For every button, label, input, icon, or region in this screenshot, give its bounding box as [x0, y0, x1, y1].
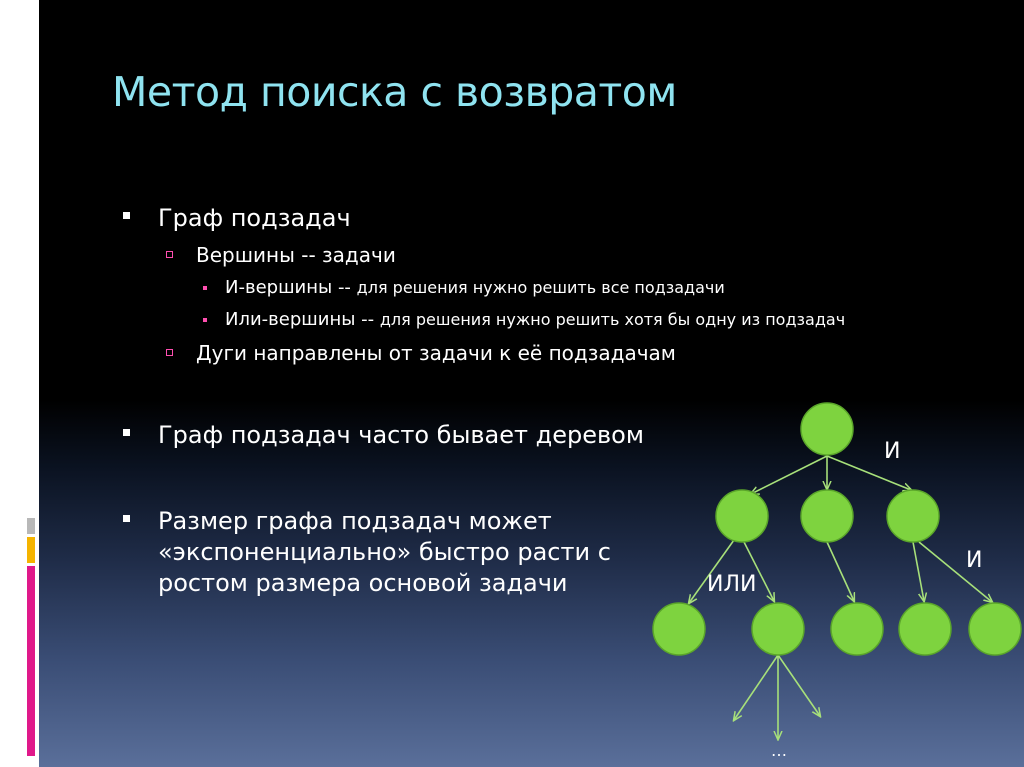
bullet-text-line: «экспоненциально» быстро расти с	[158, 538, 611, 566]
or-label: ИЛИ	[707, 572, 757, 597]
tree-node-root	[801, 403, 853, 455]
bullet-text: Дуги направлены от задачи к её подзадачам	[196, 341, 676, 365]
edge-or-left-continuation	[734, 655, 778, 720]
edge-root-left	[751, 456, 827, 494]
tree-node-lm	[752, 603, 804, 655]
bullet-text: Граф подзадач	[158, 204, 351, 232]
and-label-top: И	[884, 439, 901, 464]
bullet-text-line: ростом размера основой задачи	[158, 569, 568, 597]
edge-right-middlechild	[913, 542, 924, 601]
tree-nodes	[653, 403, 1021, 655]
bullet-text-head: Или-вершины --	[225, 309, 380, 330]
tree-node-rr	[969, 603, 1021, 655]
edge-middle-child	[827, 542, 854, 601]
bullet-text-line: Размер графа подзадач может	[158, 507, 552, 535]
and-label-right: И	[966, 548, 983, 573]
accent-strip-gray	[27, 518, 35, 534]
slide-title: Метод поиска с возвратом	[112, 68, 677, 116]
slide	[39, 0, 1024, 767]
edge-or-right-continuation	[778, 655, 820, 716]
tree-node-r	[887, 490, 939, 542]
bullet-text-tail: для решения нужно решить хотя бы одну из подзадач	[379, 310, 846, 329]
accent-strip-white	[27, 508, 35, 516]
bullet-text-tail: для решения нужно решить все подзадачи	[356, 278, 725, 297]
tree-node-m	[801, 490, 853, 542]
bullet-text: Вершины -- задачи	[196, 243, 396, 267]
tree-node-ll	[653, 603, 705, 655]
tree-node-rm	[899, 603, 951, 655]
accent-strip-yellow	[27, 537, 35, 563]
ellipsis-label: …	[771, 741, 787, 760]
tree-node-l	[716, 490, 768, 542]
bullet-text-head: И-вершины --	[225, 277, 357, 298]
and-or-tree-diagram	[39, 0, 1024, 767]
accent-strip-magenta	[27, 566, 35, 756]
tree-node-rl	[831, 603, 883, 655]
bullet-text: Граф подзадач часто бывает деревом	[158, 421, 644, 449]
